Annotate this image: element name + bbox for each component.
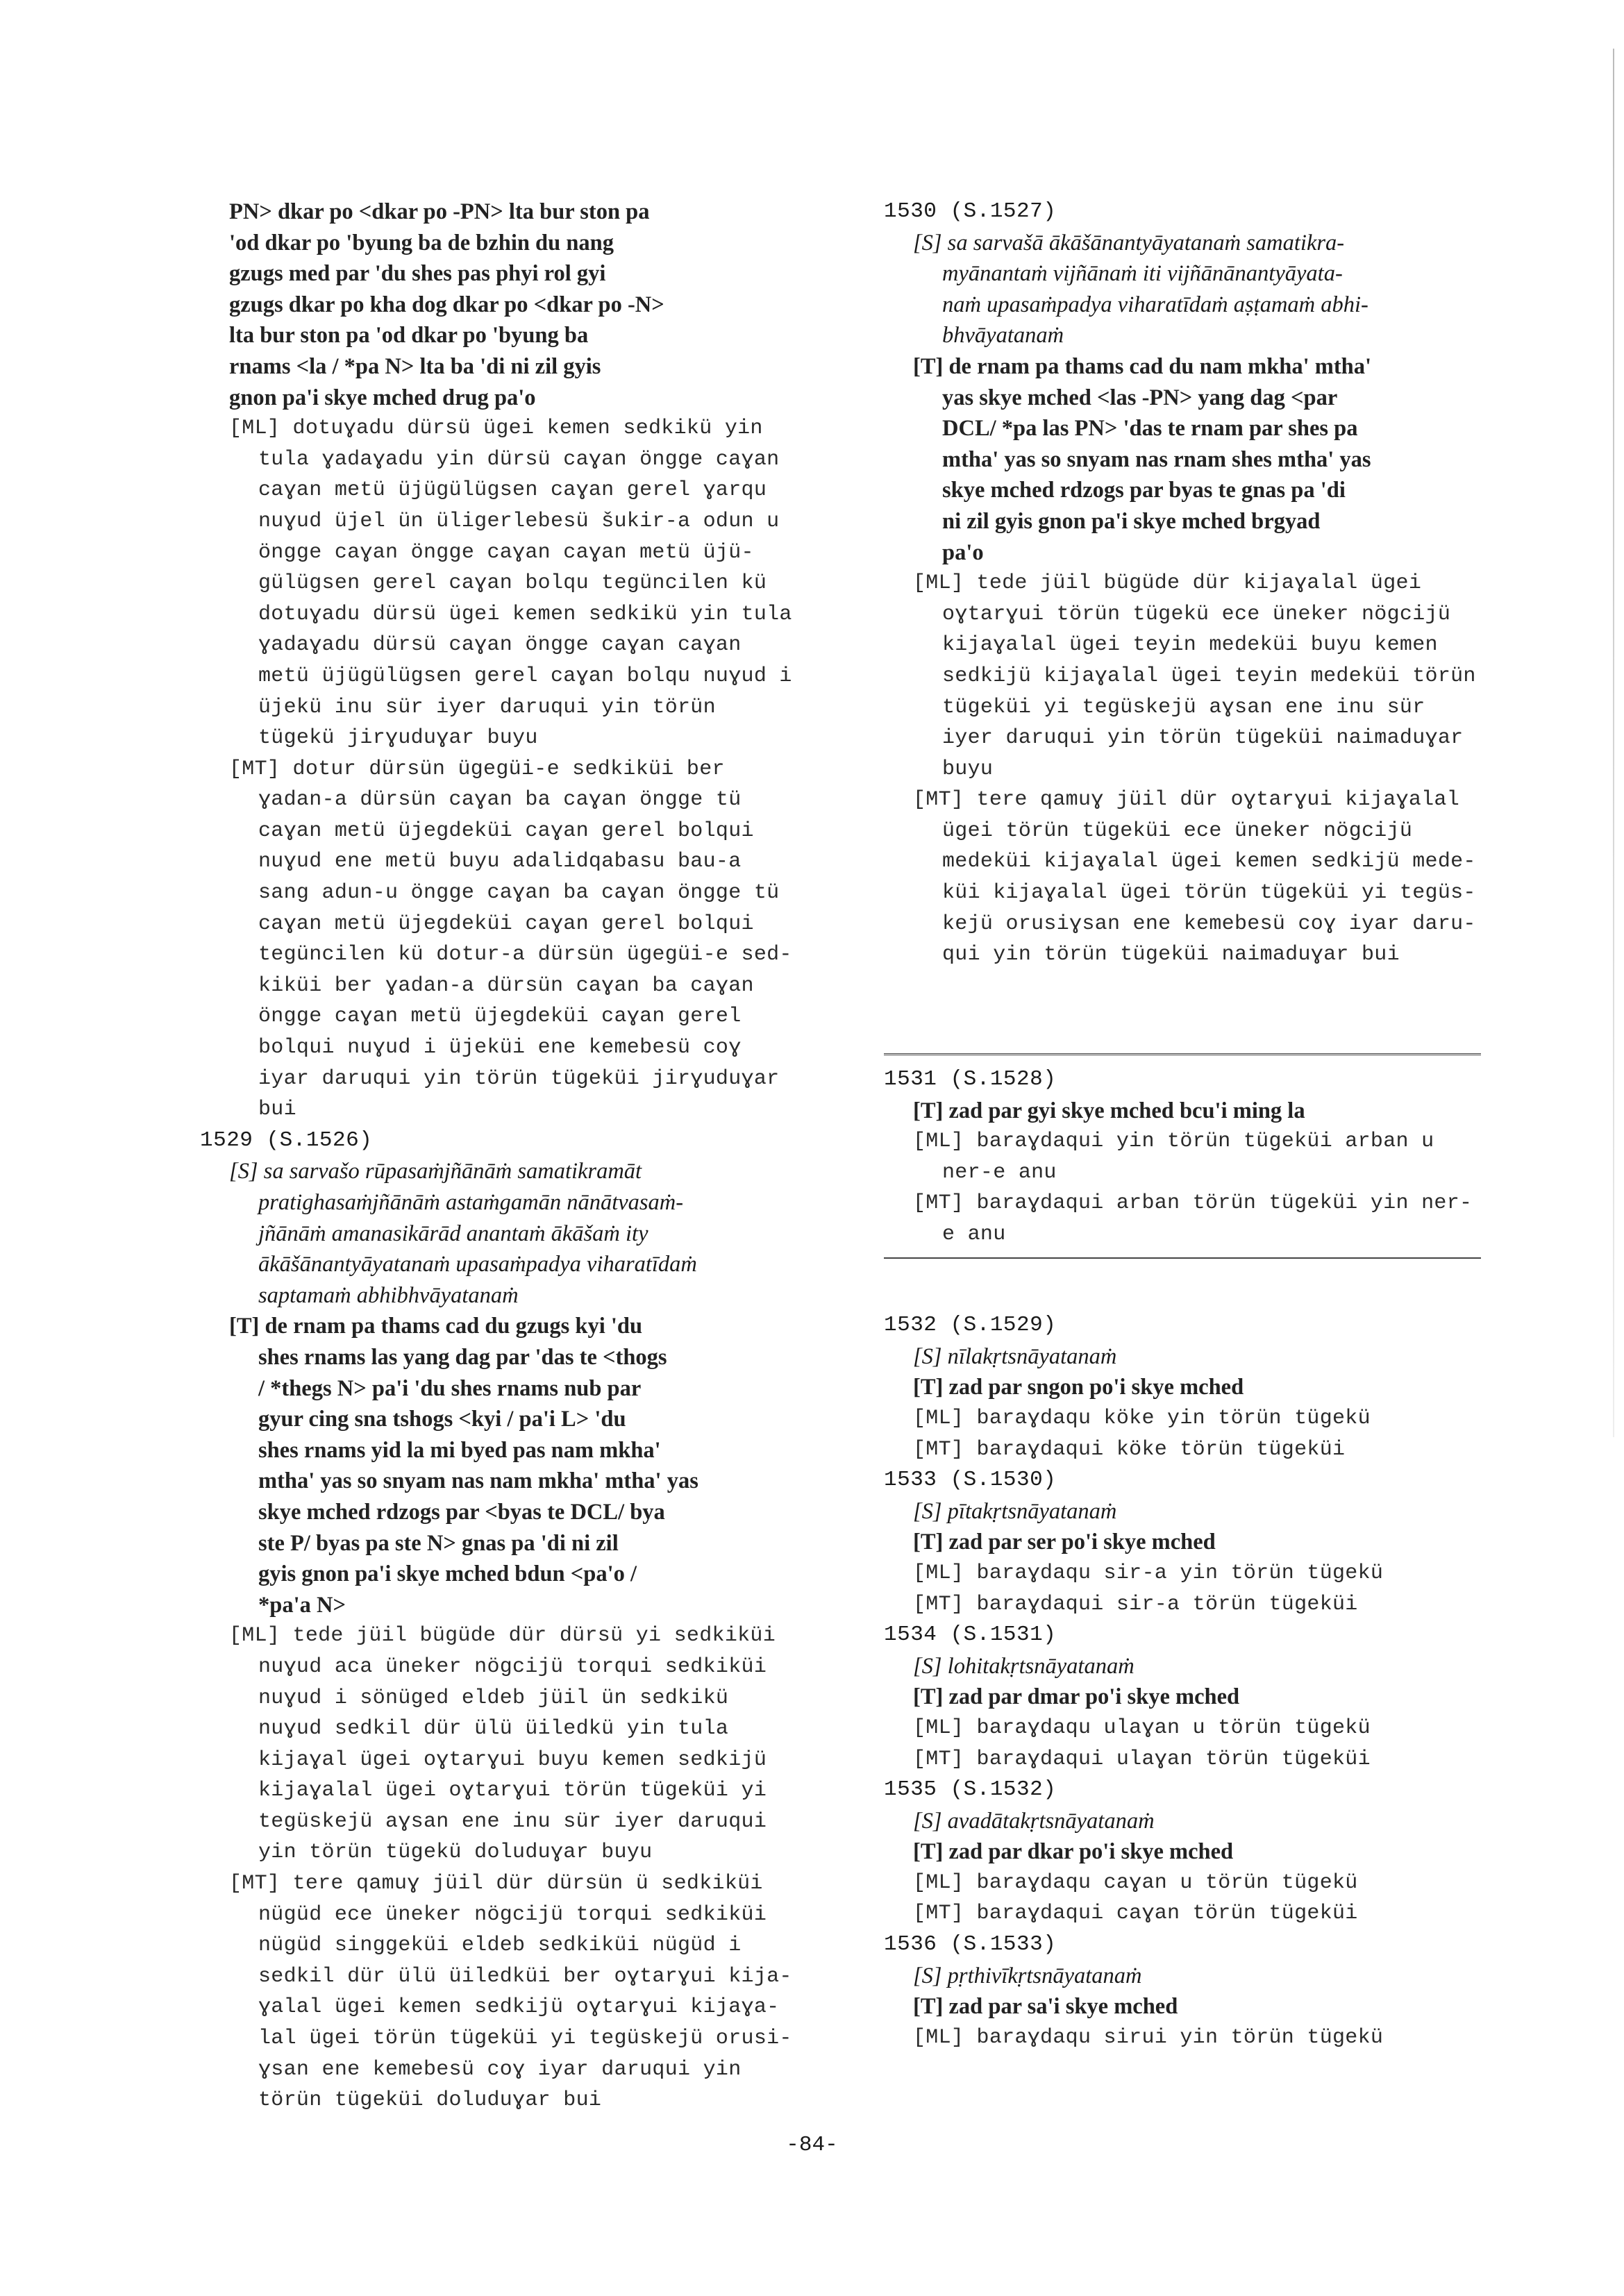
right-column [884, 196, 1495, 2053]
entry-number: 1536 (S.1533) [884, 1932, 1057, 1957]
tibetan-block [884, 351, 1495, 568]
text-line: nuɣud sedkil dür ülü üiledkü yin tula [258, 1717, 729, 1741]
text-line: medeküi kijaɣalal ügei kemen sedkijü mede- [942, 850, 1476, 874]
text-line: lal ügei törün tügeküi yi tegüskejü orusi- [258, 2027, 792, 2051]
entry-number: 1530 (S.1527) [884, 199, 1057, 224]
text-line: sedkijü kijaɣalal ügei teyin medeküi törün [942, 664, 1476, 688]
text-line: mtha' yas so snyam nas rnam shes mtha' yas [942, 446, 1371, 472]
text-line: ner-e anu [942, 1160, 1057, 1184]
text-line: kijaɣalal ügei teyin medeküi buyu kemen [942, 633, 1438, 657]
text-line: 'od dkar po 'byung ba de bzhin du nang [229, 230, 614, 255]
text-line: [S] sa sarvašo rūpasaṁjñānāṁ samatikramāt [229, 1159, 642, 1184]
text-line: törün tügeküi doluduɣar bui [258, 2088, 602, 2113]
text-line: caɣan metü üjegdeküi caɣan gerel bolqui [258, 819, 754, 843]
text-line: yin törün tügekü doluduɣar buyu [258, 1841, 653, 1865]
text-line: tügekü jirɣuduɣar buyu [258, 726, 538, 751]
entry-number: 1534 (S.1531) [884, 1623, 1057, 1648]
text-line: iyer daruqui yin törün tügeküi naimaduɣar [942, 726, 1464, 751]
text-line: naṁ upasaṁpadya viharatīdaṁ aṣṭamaṁ abhi- [942, 292, 1368, 317]
text-line: caɣan metü üjügülügsen caɣan gerel ɣarqu [258, 478, 767, 503]
text-line: nügüd singgeküi eldeb sedkiküi nügüd i [258, 1934, 742, 1958]
text-line: gyis gnon pa'i skye mched bdun <pa'o / [258, 1561, 637, 1587]
text-line: [ML] dotuɣadu dürsü ügei kemen sedkikü yin [229, 417, 763, 441]
text-line: gyur cing sna tshogs <kyi / pa'i L> 'du [258, 1407, 626, 1432]
text-line: mtha' yas so snyam nas nam mkha' mtha' yas [258, 1468, 698, 1494]
text-line: bui [258, 1098, 296, 1122]
ml-block [200, 1620, 840, 1868]
text-line: dotuɣadu dürsü ügei kemen sedkikü yin tula [258, 602, 792, 626]
ml-line: [ML] baraɣdaqu sir-a yin törün tügekü [913, 1561, 1384, 1585]
text-line: nuɣud ene metü buyu adalidqabasu bau-a [258, 850, 742, 874]
text-line: caɣan metü üjegdeküi caɣan gerel bolqui [258, 912, 754, 936]
text-line: gülügsen gerel caɣan bolqu tegüncilen kü [258, 571, 767, 596]
entry-1531 [884, 1064, 1495, 1250]
text-line: ügei törün tügeküi ece üneker nögcijü [942, 819, 1413, 843]
tibetan-line: [T] zad par sngon po'i skye mched [913, 1375, 1244, 1400]
ml-block [884, 1126, 1495, 1188]
left-column [200, 196, 840, 2116]
text-line: lta bur ston pa 'od dkar po 'byung ba [229, 323, 589, 349]
text-line: qui yin törün tügeküi naimaduɣar bui [942, 943, 1400, 967]
ml-block [884, 568, 1495, 785]
tibetan-line: [T] zad par ser po'i skye mched [913, 1530, 1216, 1555]
entry-1536 [884, 1929, 1495, 2053]
text-line: kijaɣal ügei oɣtarɣui buyu kemen sedkijü [258, 1748, 767, 1772]
text-line: tügeküi yi tegüskejü aɣsan ene inu sür [942, 695, 1425, 719]
text-line: [T] de rnam pa thams cad du gzugs kyi 'du [229, 1314, 643, 1339]
text-line: ākāšānantyāyatanaṁ upasaṁpadya viharatīdaṁ [258, 1252, 697, 1277]
ml-line: [ML] baraɣdaqu caɣan u törün tügekü [913, 1870, 1358, 1895]
text-line: yas skye mched <las -PN> yang dag <par [942, 385, 1338, 410]
text-line: shes rnams las yang dag par 'das te <thogs [258, 1344, 667, 1370]
text-line: jñānāṁ amanasikārād anantaṁ ākāšaṁ ity [258, 1221, 648, 1246]
text-line: ste P/ byas pa ste N> gnas pa 'di ni zil [258, 1530, 619, 1556]
text-line: ɣadaɣadu dürsü caɣan öngge caɣan caɣan [258, 633, 742, 657]
text-line: sedkil dür ülü üiledküi ber oɣtarɣui kija- [258, 1964, 792, 1988]
text-line: [MT] tere qamuɣ jüil dür dürsün ü sedkiküi [229, 1872, 763, 1896]
text-line: [T] zad par gyi skye mched bcu'i ming la [913, 1098, 1305, 1123]
text-line: kejü orusiɣsan ene kemebesü coɣ iyar daru- [942, 912, 1476, 936]
text-line: pratighasaṁjñānāṁ astaṁgamān nānātvasaṁ- [258, 1190, 684, 1215]
ml-line: [ML] baraɣdaqu köke yin törün tügekü [913, 1406, 1371, 1430]
entry-number: 1535 (S.1532) [884, 1777, 1057, 1802]
text-line: ɣadan-a dürsün caɣan ba caɣan öngge tü [258, 788, 742, 812]
ml-line: [ML] baraɣdaqu ulaɣan u törün tügekü [913, 1716, 1371, 1740]
text-line: rnams <la / *pa N> lta ba 'di ni zil gyis [229, 353, 601, 379]
mt-line: [MT] baraɣdaqui köke törün tügeküi [913, 1437, 1346, 1461]
text-line: metü üjügülügsen gerel caɣan bolqu nuɣud i [258, 664, 792, 688]
text-line: bhvāyatanaṁ [942, 323, 1064, 349]
tibetan-block [200, 1311, 840, 1620]
entry-number: 1532 (S.1529) [884, 1313, 1057, 1338]
sanskrit-line: [S] avadātakṛtsnāyatanaṁ [913, 1808, 1155, 1834]
text-line: öngge caɣan metü üjegdeküi caɣan gerel [258, 1005, 742, 1029]
mt-block [884, 1188, 1495, 1250]
text-line: nuɣud aca üneker nögcijü torqui sedkiküi [258, 1654, 767, 1679]
mt-line: [MT] baraɣdaqui ulaɣan törün tügeküi [913, 1747, 1371, 1771]
text-line: nuɣud i sönüged eldeb jüil ün sedkikü [258, 1686, 729, 1710]
text-line: [T] de rnam pa thams cad du nam mkha' mtha' [913, 353, 1372, 379]
sanskrit-block [200, 1156, 840, 1311]
text-line: ni zil gyis gnon pa'i skye mched brgyad [942, 508, 1321, 534]
text-line: [S] sa sarvašā ākāšānantyāyatanaṁ samatikra- [913, 230, 1345, 255]
text-line: [MT] dotur dürsün ügegüi-e sedkiküi ber [229, 757, 725, 781]
text-line: nügüd ece üneker nögcijü torqui sedkiküi [258, 1902, 767, 1927]
text-line: nuɣud üjel ün üligerlebesü šukir-a odun u [258, 509, 780, 533]
text-line: / *thegs N> pa'i 'du shes rnams nub par [258, 1375, 642, 1401]
continuation-tibetan [229, 196, 840, 413]
text-line: e anu [942, 1223, 1006, 1246]
text-line: [MT] baraɣdaqui arban törün tügeküi yin ner- [913, 1191, 1473, 1216]
text-line: tula ɣadaɣadu yin dürsü caɣan öngge caɣan [258, 447, 780, 471]
mt-line: [MT] baraɣdaqui sir-a törün tügeküi [913, 1592, 1358, 1616]
tibetan-line: [T] zad par sa'i skye mched [913, 1994, 1178, 2020]
mt-line: [MT] baraɣdaqui caɣan törün tügeküi [913, 1902, 1358, 1926]
sanskrit-block [884, 228, 1495, 351]
text-line: skye mched rdzogs par <byas te DCL/ bya [258, 1499, 665, 1525]
text-line: ɣsan ene kemebesü coɣ iyar daruqui yin [258, 2057, 742, 2081]
tibetan-line: [T] zad par dmar po'i skye mched [913, 1684, 1240, 1710]
text-line: pa'o [942, 539, 984, 565]
text-line: oɣtarɣui törün tügekü ece üneker nögcijü [942, 602, 1451, 626]
sanskrit-line: [S] nīlakṛtsnāyatanaṁ [913, 1343, 1117, 1369]
text-line: kiküi ber ɣadan-a dürsün caɣan ba caɣan [258, 973, 754, 998]
continuation-mt [229, 754, 840, 1125]
entry-number: 1529 (S.1526) [200, 1128, 373, 1153]
text-line: myānantaṁ vijñānaṁ iti vijñānānantyāyata- [942, 261, 1343, 287]
text-line: skye mched rdzogs par byas te gnas pa 'di [942, 478, 1346, 503]
text-line: küi kijaɣalal ügei törün tügeküi yi tegüs- [942, 881, 1476, 905]
text-line: [ML] tede jüil bügüde dür kijaɣalal ügei [913, 571, 1422, 596]
text-line: [ML] baraɣdaqui yin törün tügeküi arban u [913, 1130, 1434, 1154]
text-line: DCL/ *pa las PN> 'das te rnam par shes pa [942, 416, 1358, 442]
tibetan-block [884, 1096, 1495, 1127]
continuation-ml [229, 413, 840, 754]
sanskrit-line: [S] pṛthivīkṛtsnāyatanaṁ [913, 1963, 1142, 1988]
entry-1535 [884, 1775, 1495, 1929]
page-number: -84- [786, 2133, 838, 2157]
entry-number: 1531 (S.1528) [884, 1067, 1057, 1092]
text-line: iyar daruqui yin törün tügeküi jirɣuduɣar [258, 1066, 780, 1091]
text-line: gzugs dkar po kha dog dkar po <dkar po -N> [229, 292, 664, 317]
mt-block [200, 1868, 840, 2116]
text-line: saptamaṁ abhibhvāyatanaṁ [258, 1282, 519, 1308]
text-line: [ML] tede jüil bügüde dür dürsü yi sedkiküi [229, 1624, 776, 1648]
text-line: gzugs med par 'du shes pas phyi rol gyi [229, 261, 606, 287]
scan-edge-mark [1613, 49, 1614, 1437]
text-line: buyu [942, 757, 994, 781]
entry-1534 [884, 1620, 1495, 1775]
text-line: ɣalal ügei kemen sedkijü oɣtarɣui kijaɣa- [258, 1995, 780, 2020]
tibetan-line: [T] zad par dkar po'i skye mched [913, 1839, 1234, 1865]
text-line: öngge caɣan öngge caɣan caɣan metü üjü- [258, 540, 754, 564]
entry-number: 1533 (S.1530) [884, 1468, 1057, 1493]
entry-1532 [884, 1310, 1495, 1465]
text-line: *pa'a N> [258, 1592, 346, 1618]
text-line: gnon pa'i skye mched drug pa'o [229, 385, 536, 410]
text-line: üjekü inu sür iyer daruqui yin törün [258, 695, 716, 719]
entry-1530 [884, 196, 1495, 971]
entry-1529 [200, 1125, 840, 2116]
sanskrit-line: [S] pītakṛtsnāyatanaṁ [913, 1498, 1117, 1524]
text-line: [MT] tere qamuɣ jüil dür oɣtarɣui kijaɣalal [913, 788, 1460, 812]
text-line: tegüncilen kü dotur-a dürsün ügegüi-e sed- [258, 943, 792, 967]
text-line: sang adun-u öngge caɣan ba caɣan öngge tü [258, 881, 780, 905]
text-line: PN> dkar po <dkar po -PN> lta bur ston pa [229, 199, 650, 224]
ml-line: [ML] baraɣdaqu sirui yin törün tügekü [913, 2025, 1384, 2050]
text-line: tegüskejü aɣsan ene inu sür iyer daruqui [258, 1809, 767, 1834]
mt-block [884, 785, 1495, 971]
text-line: shes rnams yid la mi byed pas nam mkha' [258, 1437, 661, 1463]
text-line: kijaɣalal ügei oɣtarɣui törün tügeküi yi [258, 1779, 767, 1803]
sanskrit-line: [S] lohitakṛtsnāyatanaṁ [913, 1653, 1135, 1679]
entry-1533 [884, 1465, 1495, 1620]
text-line: bolqui nuɣud i üjeküi ene kemebesü coɣ [258, 1036, 742, 1060]
